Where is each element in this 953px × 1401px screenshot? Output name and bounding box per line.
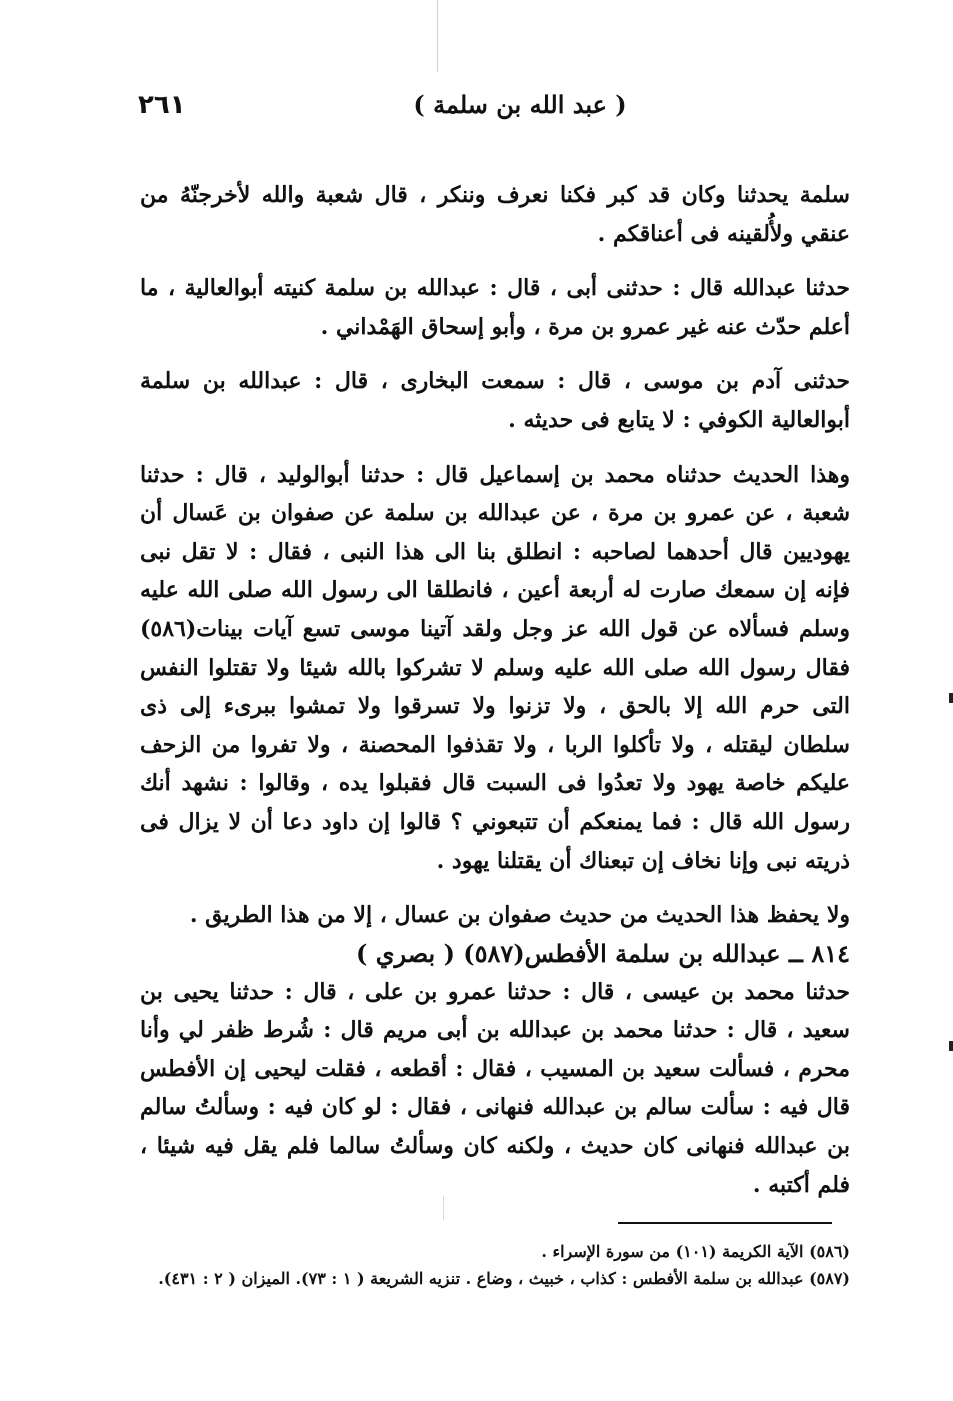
body-text bbox=[140, 176, 850, 1204]
paragraph: حدثنا عبدالله قال : حدثنى أبى ، قال : عبدالله بن سلمة كنيته أبوالعالية ، ما أعلم حدّث عنه غير عمرو بن مرة ، وأبو إسحاق الهَمْداني . bbox=[140, 275, 850, 340]
running-title: ( عبد الله بن سلمة ) bbox=[413, 90, 627, 119]
footnote-divider bbox=[618, 1222, 832, 1224]
scan-edge-mark bbox=[949, 1041, 953, 1051]
footnote: (٥٨٧) عبدالله بن سلمة الأفطس : كذاب ، خبيث ، وضاع . تنزيه الشريعة ( ١ : ٧٣). الميزان ( ٢ : ٤٣١). bbox=[158, 1269, 850, 1288]
footnote: (٥٨٦) الآية الكريمة (١٠١) من سورة الإسراء . bbox=[541, 1242, 850, 1261]
entry-body: حدثنا محمد بن عيسى ، قال : حدثنا عمرو بن على ، قال : حدثنا يحيى بن سعيد ، قال : حدثنا محمد بن عبدالله بن أبى مريم قال : شُرط ظفر لي وأنا محرم ، فسألت سعيد بن المسيب ، فقال : أقطعه ، فقلت ليحيى إن الأفطس قال فيه : سألت سالم بن عبدالله فنهانى ، فقال : لو كان فيه : وسألتُ سالم بن عبدالله فنهانى كان حديث ، ولكنه كان وسألتُ سالما فلم يقل فيه شيئا ، فلم أكتبه . bbox=[140, 978, 850, 1198]
scan-fold-line bbox=[437, 0, 438, 72]
page-number: ٢٦١ bbox=[138, 90, 186, 120]
paragraph: وهذا الحديث حدثناه محمد بن إسماعيل قال : حدثنا أبوالوليد ، قال : حدثنا شعبة ، عن عمرو بن مرة ، عن عبدالله بن سلمة عن صفوان بن عَسال أن يهوديين قال أحدهما لصاحبه : انطلق بنا الى هذا النبى ، فقال : لا تقل نبى فإنه إن سمعك صارت له أربعة أعين ، فانطلقا الى رسول الله صلى الله عليه وسلم فسألاه عن قول الله عز وجل ولقد آتينا موسى تسع آيات بينات(٥٨٦) فقال رسول الله صلى الله عليه وسلم لا تشركوا بالله شيئا ولا تقتلوا النفس التى حرم الله إلا بالحق ، ولا تزنوا ولا تسرقوا ولا تمشوا ببرىء إلى ذى سلطان ليقتله ، ولا تأكلوا الربا ، ولا تقذفوا المحصنة ، ولا تفروا من الزحف عليكم خاصة يهود ولا تعدُوا فى السبت قال فقبلوا يده ، وقالوا : نشهد أنك رسول الله قال : فما يمنعكم أن تتبعوني ؟ قالوا إن داود دعا أن لا يزال فى ذريته نبى وإنا نخاف إن تبعناك أن يقتلنا يهود . bbox=[140, 461, 850, 874]
page-header bbox=[130, 90, 850, 130]
scan-edge-mark bbox=[949, 693, 953, 703]
paragraph: ولا يحفظ هذا الحديث من حديث صفوان بن عسال ، إلا من هذا الطريق . bbox=[189, 902, 850, 929]
entry-heading: ٨١٤ ــ عبدالله بن سلمة الأفطس(٥٨٧) ( بصري ) bbox=[355, 938, 850, 968]
paragraph: حدثنى آدم بن موسى ، قال : سمعت البخارى ، قال : عبدالله بن سلمة أبوالعالية الكوفي : لا يتابع فى حديثه . bbox=[140, 368, 850, 433]
footnotes bbox=[140, 1238, 850, 1292]
paragraph: سلمة يحدثنا وكان قد كبر فكنا نعرف وننكر ، قال شعبة والله لأخرجنّهُ من عنقي ولأُلقينه فى أعناقكم . bbox=[140, 182, 850, 247]
